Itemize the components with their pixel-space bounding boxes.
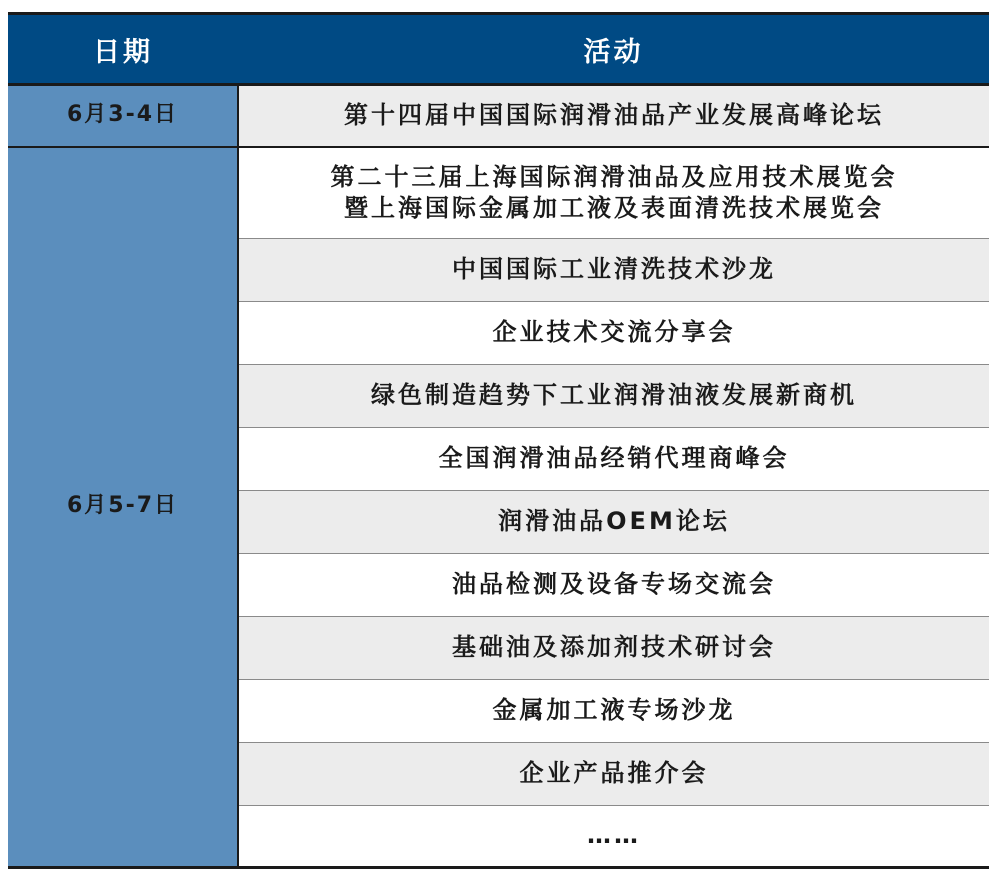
activity-text: 油品检测及设备专场交流会: [452, 570, 776, 599]
activity-cell: [238, 617, 989, 680]
activity-cell: [238, 428, 989, 491]
schedule-table: [8, 12, 989, 869]
activity-cell: [238, 491, 989, 554]
activity-text: 第二十三届上海国际润滑油品及应用技术展览会: [330, 162, 898, 191]
activity-text: ……: [587, 821, 641, 850]
activity-text: 企业产品推介会: [519, 759, 709, 788]
activity-text: 润滑油品OEM论坛: [498, 507, 730, 536]
activity-cell: [238, 806, 989, 868]
activity-text: 中国国际工业清洗技术沙龙: [452, 255, 776, 284]
activity-text: 金属加工液专场沙龙: [492, 696, 736, 725]
activity-cell: [238, 147, 989, 239]
date-cell: 6月3-4日: [8, 85, 238, 147]
activity-cell: [238, 302, 989, 365]
activity-text: 绿色制造趋势下工业润滑油液发展新商机: [371, 381, 857, 410]
header-date: 日期: [8, 14, 238, 85]
activity-cell: [238, 743, 989, 806]
table-row: [8, 147, 989, 239]
activity-text: 第十四届中国国际润滑油品产业发展高峰论坛: [344, 101, 884, 130]
activity-text: 基础油及添加剂技术研讨会: [452, 633, 776, 662]
header-activity: 活动: [238, 14, 989, 85]
date-cell: 6月5-7日: [8, 147, 238, 868]
activity-cell: [238, 239, 989, 302]
activity-cell: [238, 85, 989, 147]
activity-text: 暨上海国际金属加工液及表面清洗技术展览会: [344, 193, 884, 222]
activity-cell: [238, 365, 989, 428]
activity-text: 全国润滑油品经销代理商峰会: [438, 444, 790, 473]
activity-text: 企业技术交流分享会: [492, 318, 736, 347]
activity-cell: [238, 680, 989, 743]
activity-cell: [238, 554, 989, 617]
table-row: [8, 85, 989, 147]
header-row: [8, 14, 989, 85]
